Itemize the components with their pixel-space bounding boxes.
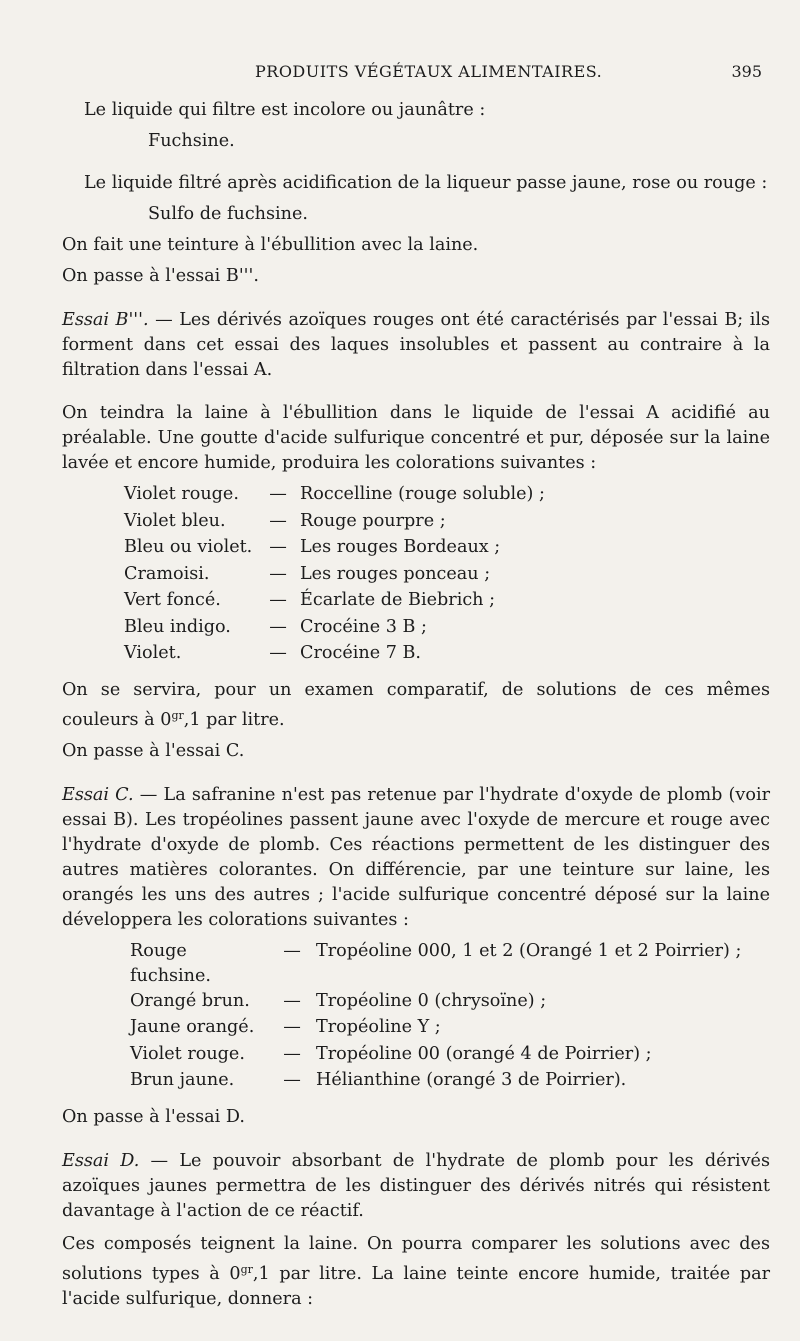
table-cell: — [283,1070,301,1090]
table-row [130,939,741,989]
coloration-table-2 [130,939,741,1095]
table-cell: Violet rouge. [130,1043,245,1064]
essai-d-text: — Le pouvoir absorbant de l'hydrate de plomb pour les dérivés azoïques jaunes permettra de les distinguer des dérivés nitrés qui résistent davantage à l'action de ce réactif. [62,1150,770,1221]
paragraph-composes: Ces composés teignent la laine. On pourra comparer les solutions avec des solutions types à $0^{gr},1$ par litre. La laine teinte encore humide, traitée par l'acide sulfurique, donnera : [62,1233,770,1309]
essai-b-label: Essai B'''. [62,310,149,330]
table-row [130,989,741,1016]
table-row [130,1068,741,1095]
table-cell: — [283,1017,301,1037]
line-teinture: On fait une teinture à l'ébullition avec la laine. [62,235,479,255]
table-cell: Violet rouge. [124,484,239,504]
page-body [62,98,770,1312]
paragraph-essai-c [62,783,770,933]
table-row [124,641,545,668]
table-cell: — [269,484,287,504]
table-cell: Brun jaune. [130,1070,235,1090]
table-cell: — [269,537,287,557]
table-row [130,1015,741,1042]
table-cell: Violet bleu. [124,510,226,531]
table-row [124,588,545,615]
table-row [124,509,545,536]
essai-d-label: Essai D. [62,1150,140,1171]
table-cell: — [269,616,287,637]
table-cell: Violet. [124,643,182,663]
table-cell: Crocéine 7 B. [300,643,421,663]
line-passe-b: On passe à l'essai B'''. [62,266,259,286]
table-cell: Rouge fuchsine. [130,940,212,986]
line-fuchsine: Fuchsine. [148,131,235,151]
table-cell: Roccelline (rouge soluble) ; [300,484,545,504]
table-row [124,615,545,642]
table-row [130,1042,741,1069]
running-head-title: PRODUITS VÉGÉTAUX ALIMENTAIRES. [255,62,603,81]
table-cell: — [283,1043,301,1064]
line-passe-d: On passe à l'essai D. [62,1106,245,1127]
table-cell: — [269,643,287,663]
line-liquide-filtre: Le liquide filtré après acidification de la liqueur passe jaune, rose ou rouge : [84,173,768,193]
table-row [124,535,545,562]
paragraph-essai-d [62,1149,770,1224]
table-cell: Bleu indigo. [124,616,231,637]
table-cell: Tropéoline 00 (orangé 4 de Poirrier) ; [316,1043,652,1064]
table-cell: Rouge pourpre ; [300,510,446,531]
running-head [0,62,800,88]
essai-c-label: Essai C. [62,784,134,805]
table-cell: Orangé brun. [130,990,250,1011]
table-cell: — [269,563,287,584]
coloration-table-1 [124,482,545,668]
line-passe-c: On passe à l'essai C. [62,740,245,761]
table-cell: Les rouges Bordeaux ; [300,537,501,557]
table-cell: Crocéine 3 B ; [300,616,427,637]
table-cell: Bleu ou violet. [124,537,253,557]
paragraph-teindra: On teindra la laine à l'ébullition dans le liquide de l'essai A acidifié au préalable. Une goutte d'acide sulfurique concentré et pur, déposée sur la laine lavée et encore humide, produira les colorations suivantes : [62,403,770,473]
table-cell: — [283,990,301,1011]
table-cell: Jaune orangé. [130,1017,255,1037]
table-cell: Cramoisi. [124,563,210,584]
line-sulfo-fuchsine: Sulfo de fuchsine. [148,204,308,224]
paragraph-servira: On se servira, pour un examen comparatif, de solutions de ces mêmes couleurs à $0^{gr},1$ par litre. [62,679,770,730]
table-cell: Écarlate de Biebrich ; [300,590,496,610]
table-cell: Tropéoline 0 (chrysoïne) ; [316,990,547,1011]
table-cell: Les rouges ponceau ; [300,563,491,584]
line-liquide-incolore: Le liquide qui filtre est incolore ou jaunâtre : [84,100,486,120]
table-row [124,482,545,509]
table-cell: Tropéoline Y ; [316,1017,441,1037]
table-cell: — [283,940,301,961]
table-cell: — [269,590,287,610]
essai-c-text: — La safranine n'est pas retenue par l'hydrate d'oxyde de plomb (voir essai B). Les tropéolines passent jaune avec l'oxyde de mercure et rouge avec l'hydrate d'oxyde de plomb. Ces réactions permettent de les distinguer des autres matières colorantes. On différencie, par une teinture sur laine, les orangés les uns des autres ; l'acide sulfurique concentré déposé sur la laine développera les colorations suivantes : [62,784,770,930]
table-cell: Hélianthine (orangé 3 de Poirrier). [316,1070,627,1090]
table-cell: Vert foncé. [124,590,221,610]
table-row [124,562,545,589]
essai-b-text: — Les dérivés azoïques rouges ont été caractérisés par l'essai B; ils forment dans cet essai des laques insolubles et passent au contraire à la filtration dans l'essai A. [62,310,770,380]
page-number: 395 [731,62,762,81]
paragraph-essai-b [62,308,770,383]
table-cell: — [269,510,287,531]
table-cell: Tropéoline 000, 1 et 2 (Orangé 1 et 2 Poirrier) ; [316,940,742,961]
